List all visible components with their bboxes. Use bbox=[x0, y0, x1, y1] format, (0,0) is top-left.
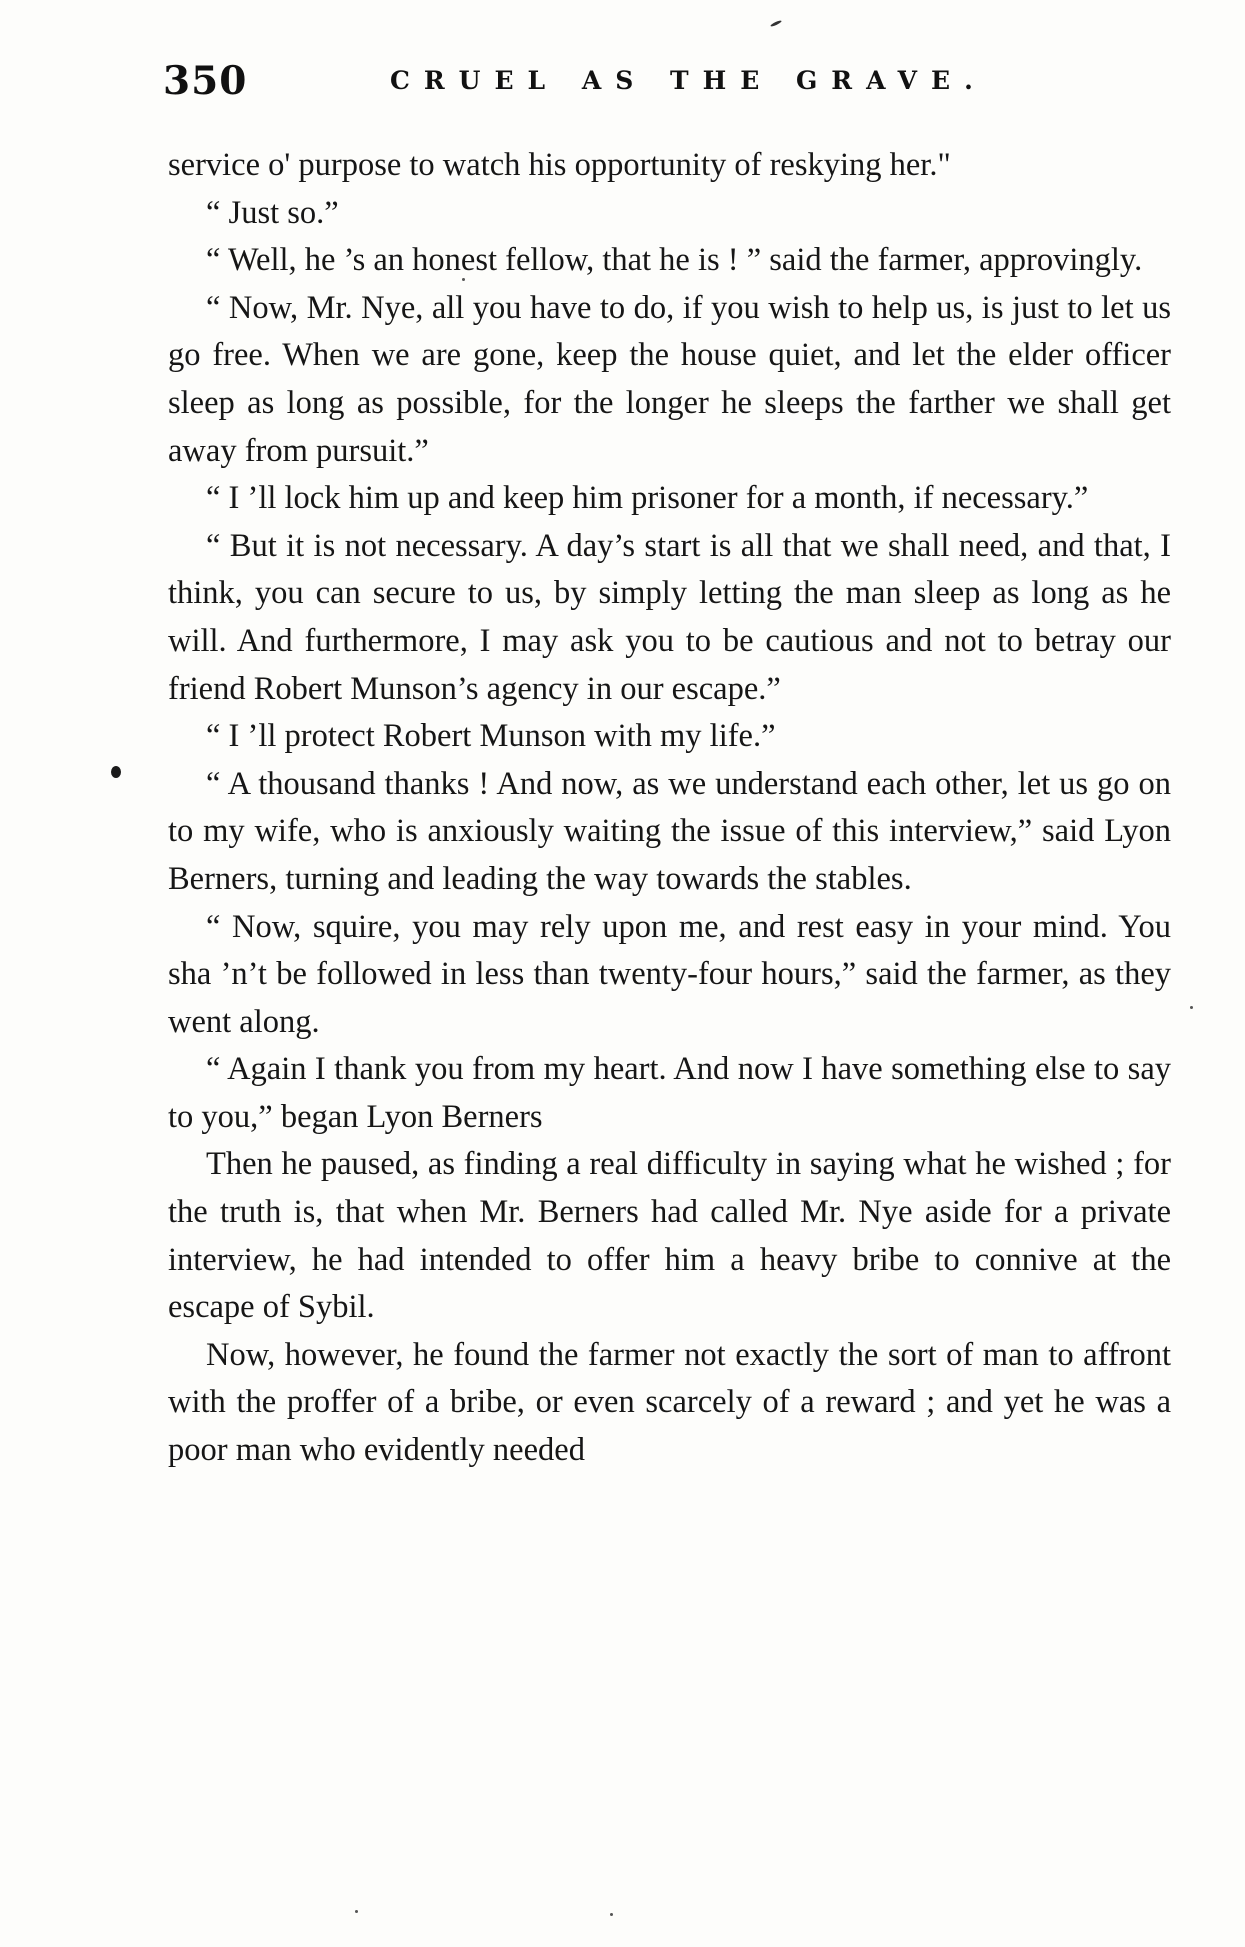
print-speck bbox=[770, 20, 782, 28]
paragraph: “ I ’ll protect Robert Munson with my life.” bbox=[206, 718, 776, 755]
paragraph: Now, however, he found the farmer not exactly the sort of man to affront with the proffer of a bribe, or even scarcely of a reward ; and yet he was a poor man who evidently needed bbox=[168, 1336, 1171, 1469]
print-speck bbox=[610, 1913, 613, 1916]
paragraph: “ Now, squire, you may rely upon me, and rest easy in your mind. You sha ’n’t be followed in less than twenty-four hours,” said the farmer, as they went along. bbox=[168, 908, 1171, 1040]
paragraph: “ I ’ll lock him up and keep him prisoner for a month, if necessary.” bbox=[206, 480, 1089, 517]
paragraph: “ Well, he ’s an honest fellow, that he is ! ” said the farmer, approvingly. bbox=[206, 242, 1143, 279]
paragraph: “ But it is not necessary. A day’s start is all that we shall need, and that, I think, you can secure to us, by simply letting the man sleep as long as he will. And furthermore, I may ask you to be cautious and not to betray our friend Robert Munson’s agency in our escape.” bbox=[168, 527, 1171, 707]
print-speck bbox=[462, 278, 465, 281]
page-header bbox=[163, 58, 1168, 118]
body-text bbox=[168, 142, 1171, 1475]
print-speck bbox=[355, 1910, 358, 1913]
paragraph: “ Now, Mr. Nye, all you have to do, if you wish to help us, is just to let us go free. When we are gone, keep the house quiet, and let the elder officer sleep as long as possible, for the longer he sleeps the farther we shall get away from pursuit.” bbox=[168, 289, 1171, 469]
paragraph: “ Again I thank you from my heart. And now I have something else to say to you,” began Lyon Berners bbox=[168, 1051, 1171, 1135]
running-title: CRUEL AS THE GRAVE. bbox=[390, 66, 987, 95]
paragraph: Then he paused, as finding a real difficulty in saying what he wished ; for the truth is, that when Mr. Berners had called Mr. Nye aside for a private interview, he had intended to offer him a heavy bribe to connive at the escape of Sybil. bbox=[168, 1146, 1171, 1326]
paragraph: service o' purpose to watch his opportunity of reskying her." bbox=[168, 147, 951, 183]
paragraph: “ A thousand thanks ! And now, as we understand each other, let us go on to my wife, who is anxiously waiting the issue of this interview,” said Lyon Berners, turning and leading the way towards the stables. bbox=[168, 765, 1171, 897]
page-number: 350 bbox=[163, 58, 248, 104]
ink-blot bbox=[111, 766, 121, 778]
print-speck bbox=[1190, 1006, 1193, 1009]
paragraph: “ Just so.” bbox=[206, 194, 339, 231]
